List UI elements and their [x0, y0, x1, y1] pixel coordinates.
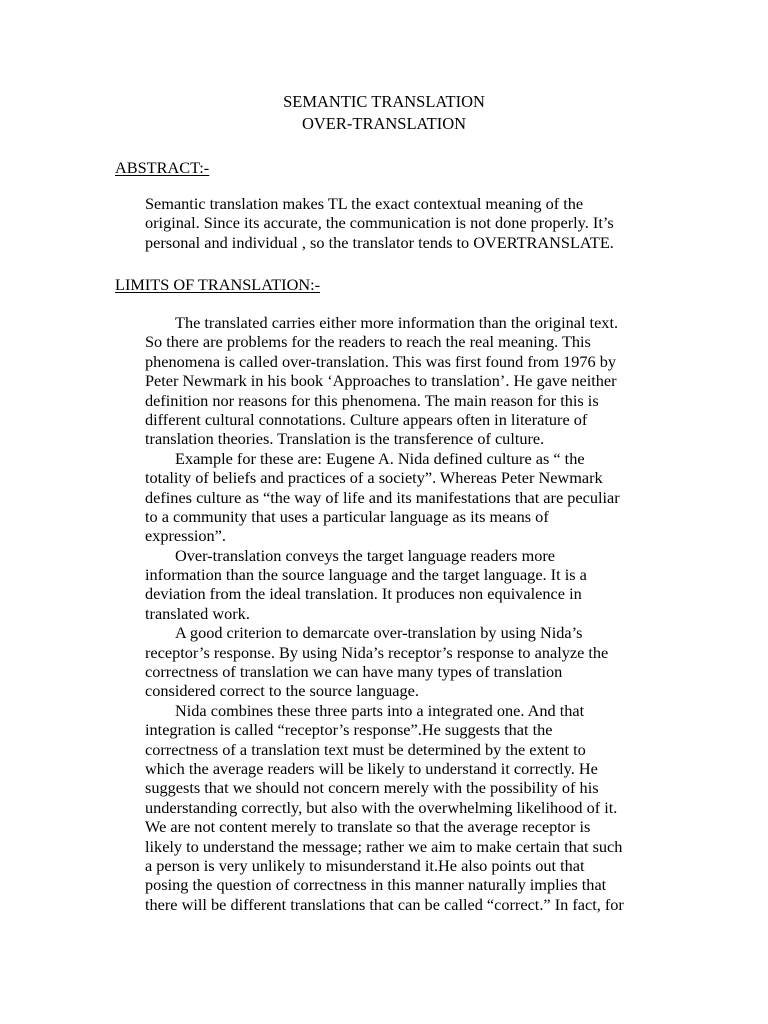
paragraph-line: understanding correctly, but also with the overwhelming likelihood of it.	[145, 797, 618, 817]
paragraph-line: expression”.	[145, 526, 226, 546]
paragraph-line: Example for these are: Eugene A. Nida defined culture as “ the	[175, 448, 585, 468]
paragraph-line: translation theories. Translation is the transference of culture.	[145, 429, 545, 449]
body-paragraph-2	[115, 449, 655, 546]
paragraph-line: a person is very unlikely to misunderstand it.He also points out that	[145, 855, 585, 875]
paragraph-line: phenomena is called over-translation. This was first found from 1976 by	[145, 351, 616, 371]
paragraph-line: Over-translation conveys the target language readers more	[175, 545, 556, 565]
paragraph-line: defines culture as “the way of life and its manifestations that are peculiar	[145, 487, 620, 507]
paragraph-line: Nida combines these three parts into a integrated one. And that	[175, 700, 585, 720]
paragraph-line: which the average readers will be likely to understand it correctly. He	[145, 758, 598, 778]
limits-heading: LIMITS OF TRANSLATION:-	[115, 275, 321, 294]
paragraph-line: Peter Newmark in his book ‘Approaches to translation’. He gave neither	[145, 371, 617, 391]
paragraph-line: We are not content merely to translate so that the average receptor is	[145, 817, 591, 837]
abstract-heading: ABSTRACT:-	[115, 158, 210, 177]
paragraph-line: definition nor reasons for this phenomena. The main reason for this is	[145, 390, 599, 410]
abstract-line: personal and individual , so the translator tends to OVERTRANSLATE.	[145, 232, 614, 252]
document-title: SEMANTIC TRANSLATION	[283, 92, 485, 111]
paragraph-line: there will be different translations that can be called “correct.” In fact, for	[145, 894, 624, 914]
paragraph-line: correctness of a translation text must be determined by the extent to	[145, 739, 586, 759]
paragraph-line: A good criterion to demarcate over-translation by using Nida’s	[175, 623, 583, 643]
paragraph-line: to a community that uses a particular language as its means of	[145, 506, 549, 526]
paragraph-line: likely to understand the message; rather we aim to make certain that such	[145, 836, 623, 856]
limits-section	[115, 313, 655, 914]
body-paragraph-1	[115, 313, 655, 449]
paragraph-line: So there are problems for the readers to reach the real meaning. This	[145, 332, 591, 352]
document-subtitle: OVER-TRANSLATION	[301, 114, 467, 133]
paragraph-line: integration is called “receptor’s response”.He suggests that the	[145, 720, 553, 740]
paragraph-line: correctness of translation we can have many types of translation	[145, 662, 563, 682]
paragraph-line: information than the source language and the target language. It is a	[145, 565, 587, 585]
paragraph-line: translated work.	[145, 603, 250, 623]
abstract-line: Semantic translation makes TL the exact contextual meaning of the	[145, 194, 584, 213]
paragraph-line: totality of beliefs and practices of a society”. Whereas Peter Newmark	[145, 468, 603, 488]
abstract-line: original. Since its accurate, the communication is not done properly. It’s	[145, 213, 614, 233]
paragraph-line: receptor’s response. By using Nida’s receptor’s response to analyze the	[145, 642, 609, 662]
paragraph-line: considered correct to the source language.	[145, 681, 419, 701]
paragraph-line: The translated carries either more information than the original text.	[175, 313, 619, 332]
body-paragraph-4	[115, 623, 655, 701]
paragraph-line: deviation from the ideal translation. It produces non equivalence in	[145, 584, 582, 604]
abstract-section	[115, 194, 655, 252]
body-paragraph-5	[115, 701, 655, 914]
body-paragraph-3	[115, 546, 655, 624]
abstract-paragraph	[115, 194, 655, 252]
paragraph-line: posing the question of correctness in this manner naturally implies that	[145, 875, 607, 895]
paragraph-line: suggests that we should not concern merely with the possibility of his	[145, 778, 599, 798]
paragraph-line: different cultural connotations. Culture appears often in literature of	[145, 409, 588, 429]
